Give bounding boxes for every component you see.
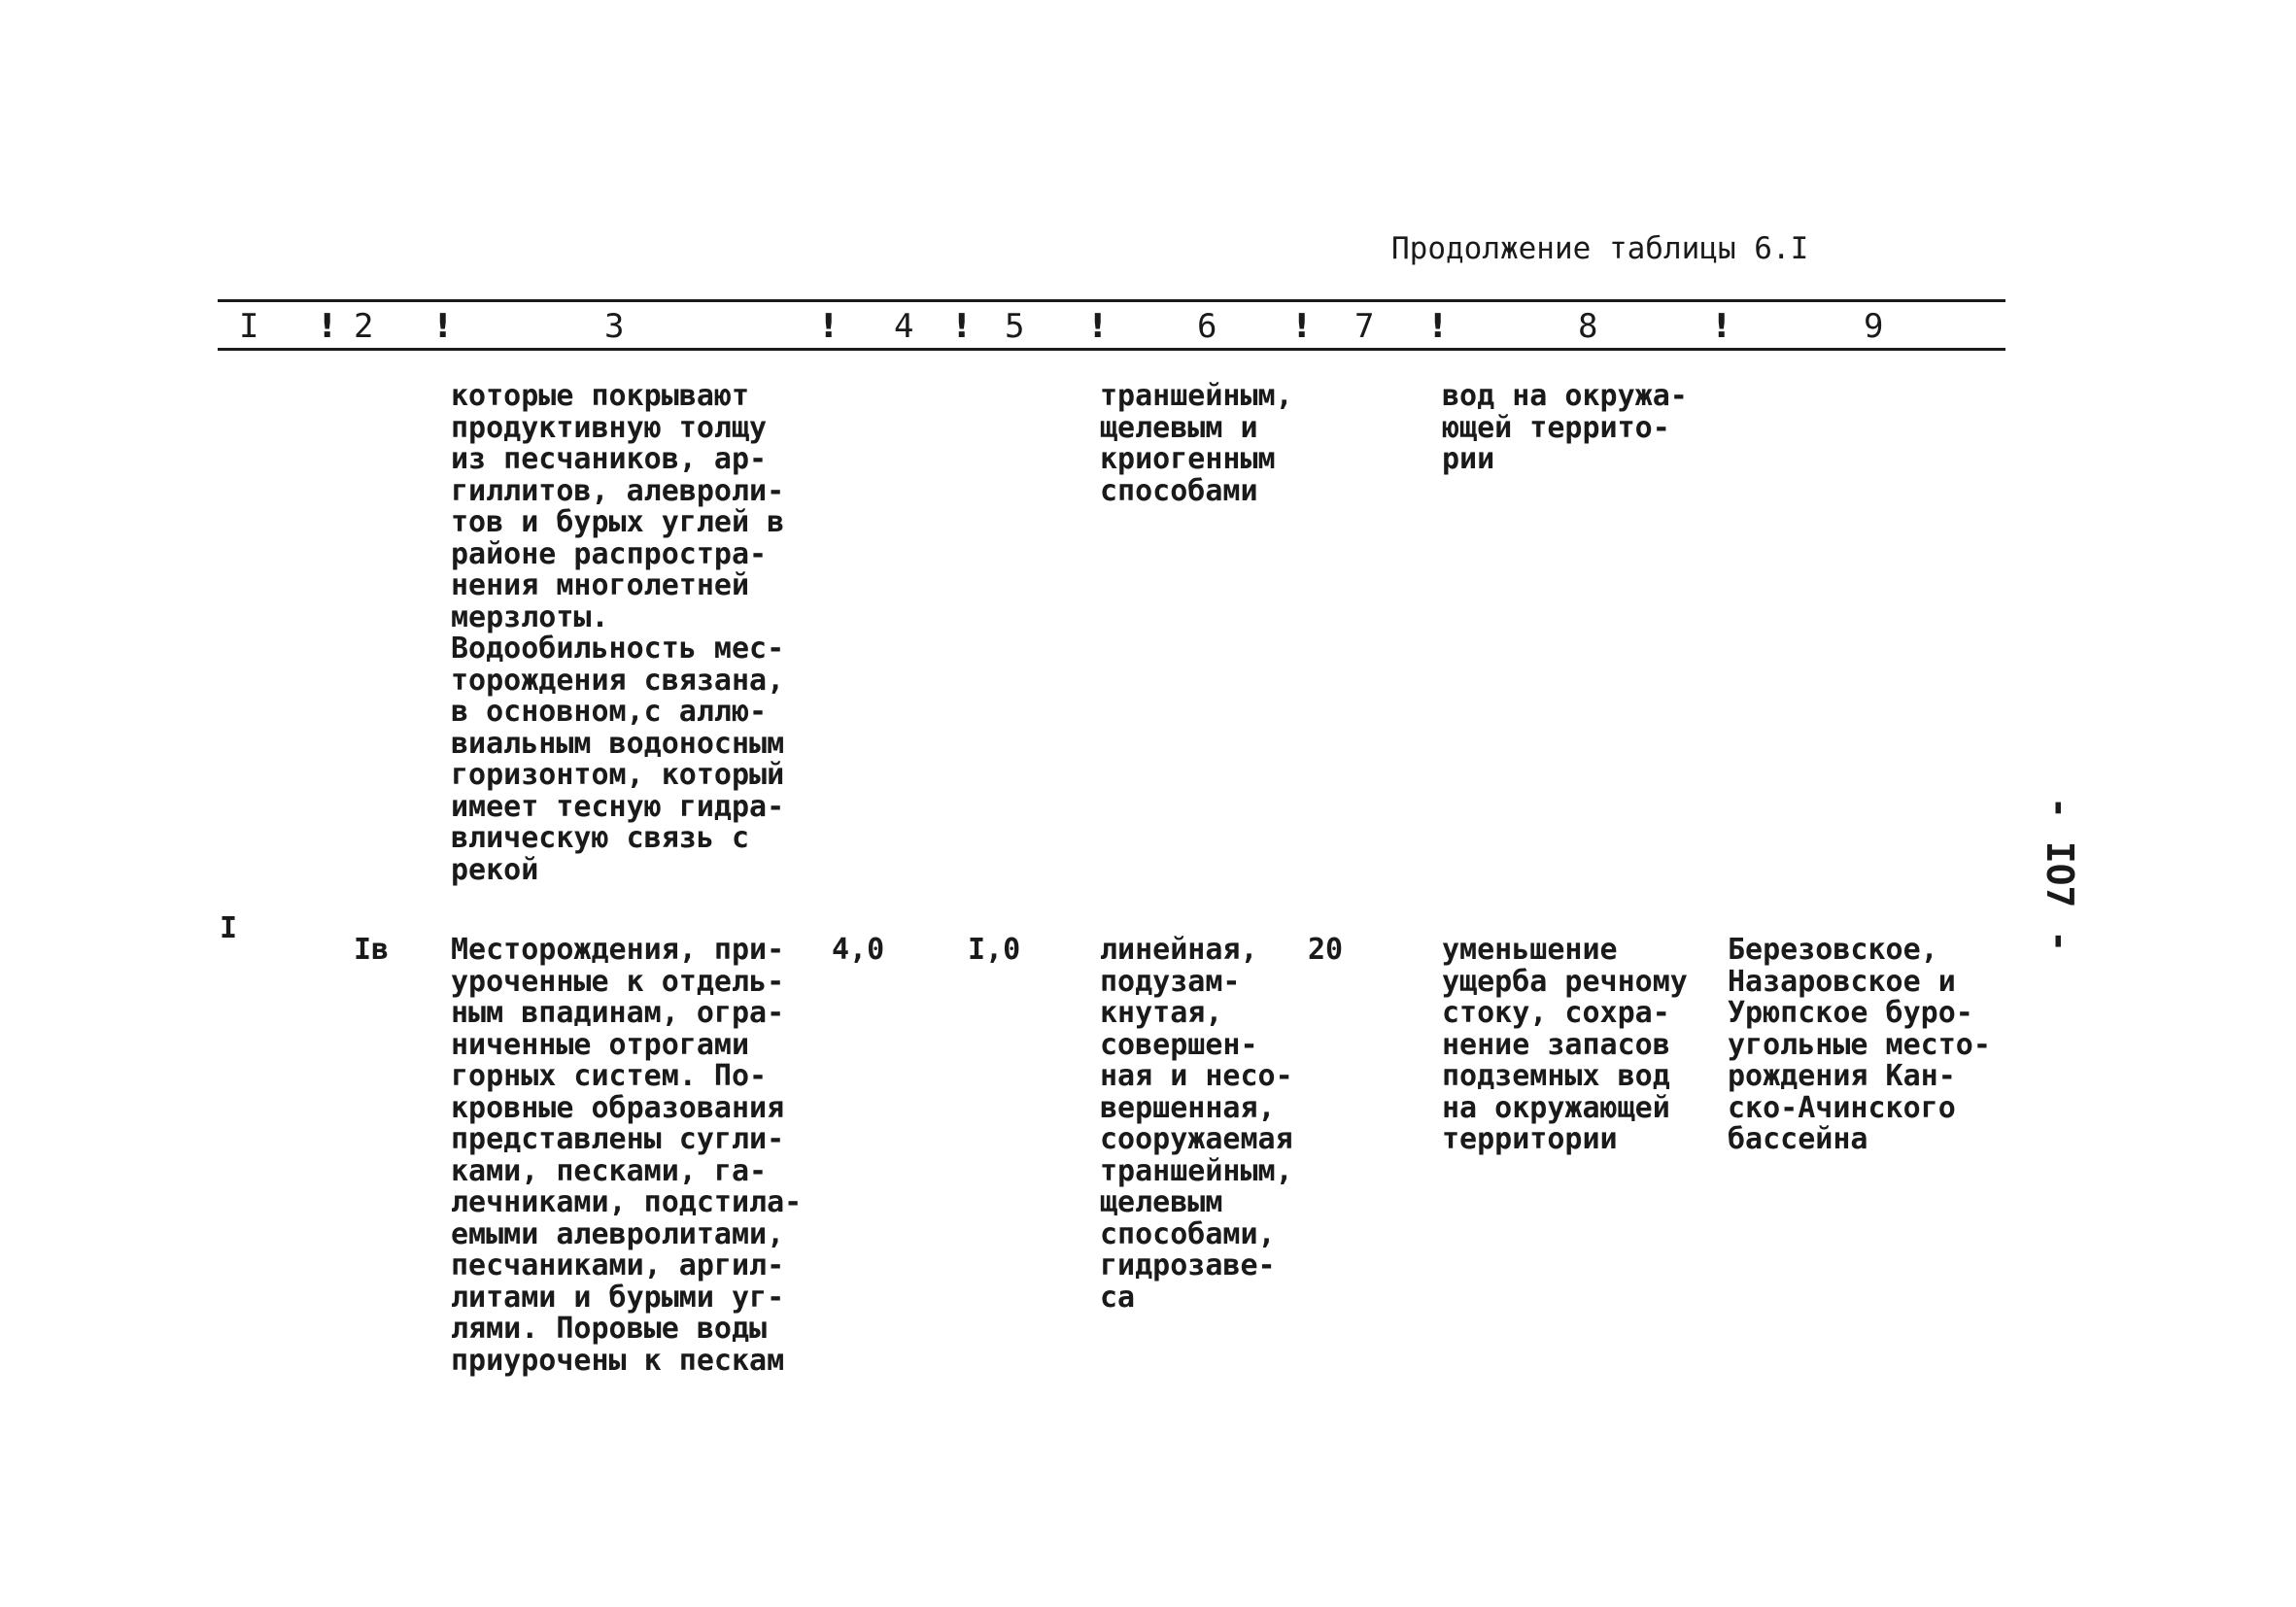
- page-number: - IO7 -: [2039, 797, 2081, 953]
- header-separator: !: [954, 307, 970, 346]
- row-1-col-6: траншейным, щелевым и криогенным способами: [1100, 379, 1293, 508]
- header-col-7: 7: [1354, 307, 1375, 346]
- row-2-col-2: Iв: [354, 933, 390, 967]
- header-separator: !: [435, 307, 451, 346]
- row-1-col-3: которые покрывают продуктивную толщу из песчаников, ар- гиллитов, алевроли- тов и бурых углей в районе распростра- нения многолетней мерзлоты. Водообильность мес- торождения связана, в основном,с аллю- виальным водоносным горизонтом, который имеет тесную гидра- влическую связь с рекой: [451, 379, 785, 887]
- header-separator: !: [1294, 307, 1310, 346]
- row-2-col-7: 20: [1308, 933, 1344, 967]
- header-col-3: 3: [604, 307, 625, 346]
- header-separator: !: [1714, 307, 1730, 346]
- row-1-col-8: вод на окружа- ющей террито- рии: [1442, 379, 1688, 476]
- table-caption: Продолжение таблицы 6.I: [1391, 231, 1809, 266]
- row-2-col-8: уменьшение ущерба речному стоку, сохра- нение запасов подземных вод на окружающей территории: [1442, 933, 1688, 1156]
- header-rule-bottom: [218, 348, 2005, 351]
- header-col-8: 8: [1578, 307, 1598, 346]
- header-col-4: 4: [894, 307, 914, 346]
- row-2-col-5: I,0: [968, 933, 1021, 967]
- header-col-2: 2: [354, 307, 374, 346]
- row-2-col-1: I: [220, 911, 238, 945]
- row-2-col-9: Березовское, Назаровское и Урюпское буро- угольные место- рождения Кан- ско-Ачинского бассейна: [1728, 933, 1991, 1156]
- row-2-col-3: Месторождения, при- уроченные к отдель- ным впадинам, огра- ниченные отрогами горных систем. По- кровные образования представлены сугли- ками, песками, га- лечниками, подстила- емыми алевролитами, песчаниками, аргил- литами и бурыми уг- лями. Поровые воды приурочены к пескам: [451, 933, 803, 1378]
- header-col-9: 9: [1864, 307, 1884, 346]
- header-separator: !: [1430, 307, 1446, 346]
- header-separator: !: [821, 307, 837, 346]
- row-2-col-6: линейная, подузам- кнутая, совершен- ная и несо- вершенная, сооружаемая траншейным, щелевым способами, гидрозаве- са: [1100, 933, 1293, 1315]
- header-col-5: 5: [1005, 307, 1025, 346]
- header-col-6: 6: [1197, 307, 1217, 346]
- header-rule-top: [218, 299, 2005, 302]
- header-separator: !: [1090, 307, 1106, 346]
- header-separator: !: [320, 307, 335, 346]
- header-col-1: I: [239, 307, 259, 346]
- row-2-col-4: 4,0: [832, 933, 885, 967]
